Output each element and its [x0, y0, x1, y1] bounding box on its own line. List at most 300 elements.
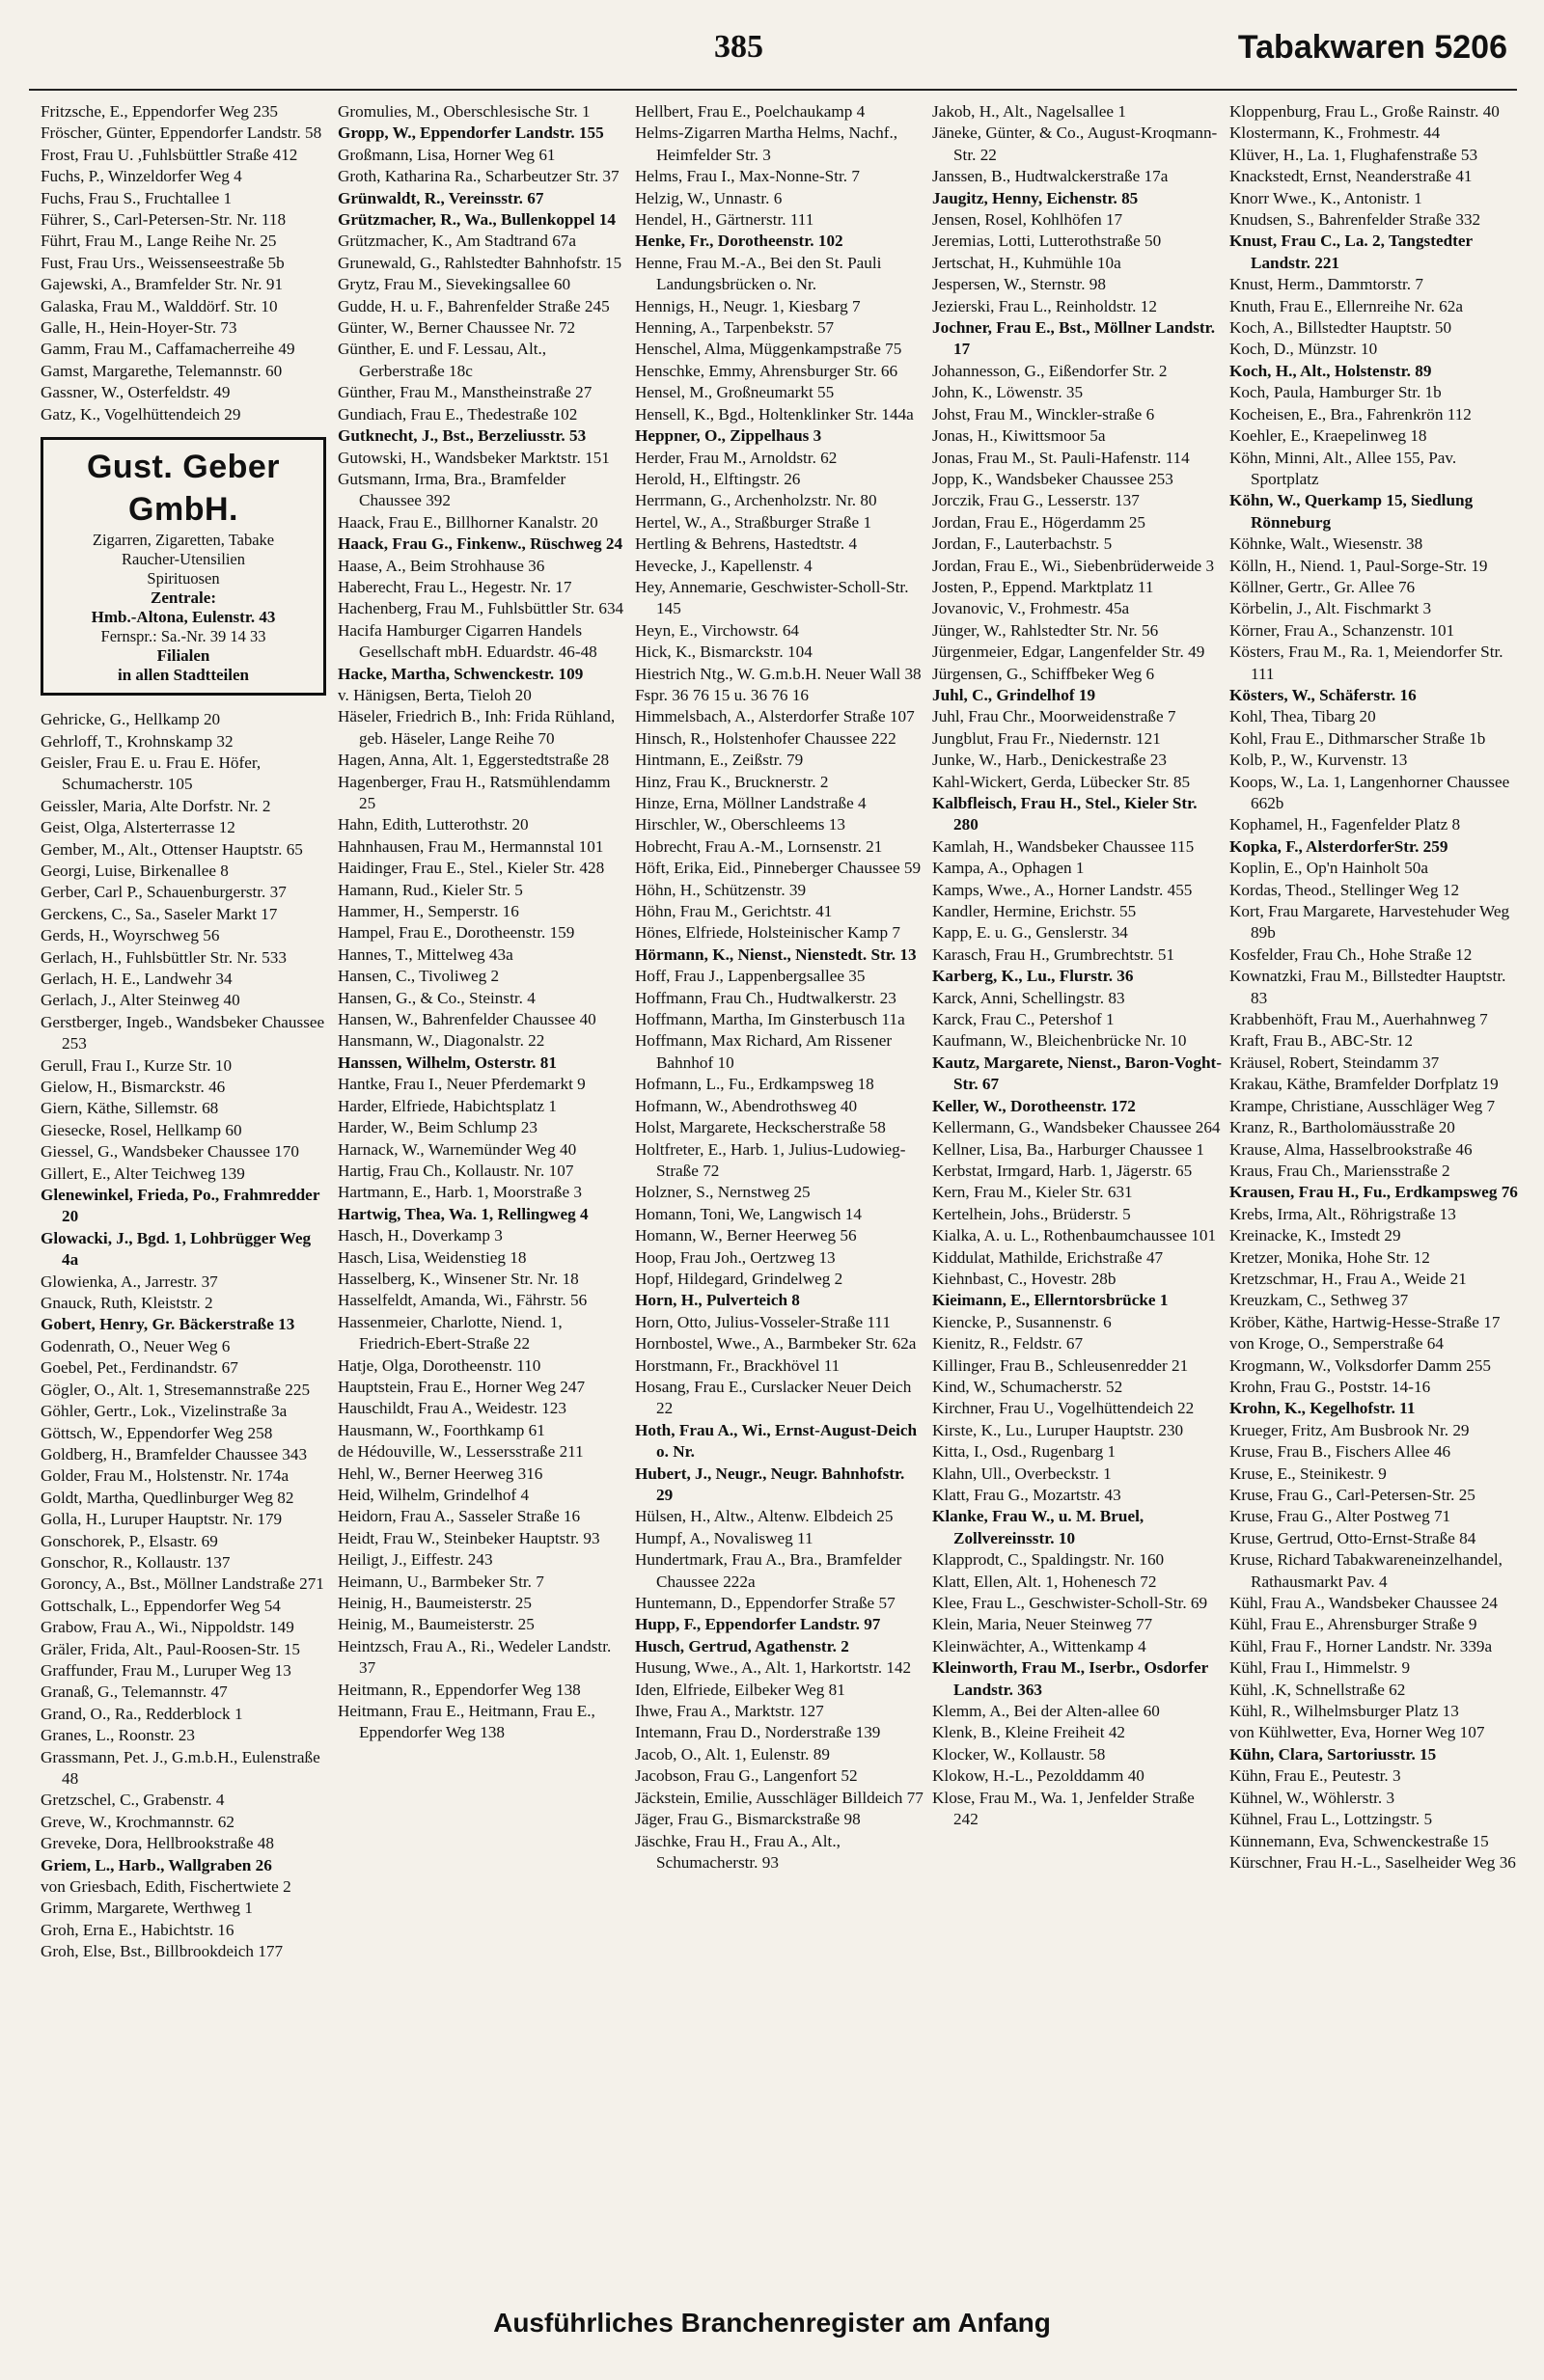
directory-entry: Führer, S., Carl-Petersen-Str. Nr. 118	[41, 210, 287, 230]
directory-entry: Fritzsche, E., Eppendorfer Weg 235	[41, 102, 279, 121]
directory-entry: Juhl, Frau Chr., Moorweidenstraße 7	[932, 707, 1176, 726]
directory-entry: von Kühlwetter, Eva, Horner Weg 107	[1229, 1723, 1485, 1742]
directory-entry: Humpf, A., Novalisweg 11	[635, 1528, 813, 1547]
directory-entry: Fuchs, P., Winzeldorfer Weg 4	[41, 167, 242, 186]
directory-entry: Harder, W., Beim Schlump 23	[338, 1118, 538, 1137]
directory-entry: Kiehnbast, C., Hovestr. 28b	[932, 1269, 1117, 1288]
directory-entry: Grabow, Frau A., Wi., Nippoldstr. 149	[41, 1618, 294, 1637]
directory-entry: Klüver, H., La. 1, Flughafenstraße 53	[1229, 145, 1478, 164]
directory-entry: Künnemann, Eva, Schwenckestraße 15	[1229, 1831, 1489, 1850]
directory-entry: Kellner, Lisa, Ba., Harburger Chaussee 1	[932, 1139, 1205, 1159]
directory-entry: Körner, Frau A., Schanzenstr. 101	[1229, 620, 1455, 640]
directory-entry: Jeremias, Lotti, Lutterothstraße 50	[932, 232, 1162, 251]
directory-entry: Intemann, Frau D., Norderstraße 139	[635, 1723, 881, 1742]
directory-entry: Heiligt, J., Eiffestr. 243	[338, 1550, 493, 1570]
directory-entry: Hachenberg, Frau M., Fuhlsbüttler Str. 634	[338, 599, 624, 618]
directory-entry: Jordan, F., Lauterbachstr. 5	[932, 534, 1113, 554]
directory-entry: Killinger, Frau B., Schleusenredder 21	[932, 1355, 1189, 1375]
directory-entry: Kreinacke, K., Imstedt 29	[1229, 1226, 1401, 1245]
directory-entry: Gerstberger, Ingeb., Wandsbeker Chaussee 253	[41, 1012, 325, 1053]
directory-entry: Haase, A., Beim Strohhause 36	[338, 556, 545, 575]
directory-entry: Grützmacher, R., Wa., Bullenkoppel 14	[338, 210, 616, 230]
directory-entry: Kölln, H., Niend. 1, Paul-Sorge-Str. 19	[1229, 556, 1488, 575]
directory-entry: Gehrloff, T., Krohnskamp 32	[41, 731, 234, 751]
directory-entry: von Griesbach, Edith, Fischertwiete 2	[41, 1877, 291, 1897]
directory-entry: Jordan, Frau E., Wi., Siebenbrüderweide 3	[932, 556, 1215, 575]
page-number: 385	[714, 29, 763, 65]
directory-entry: Gnauck, Ruth, Kleiststr. 2	[41, 1294, 213, 1313]
directory-entry: Johannesson, G., Eißendorfer Str. 2	[932, 361, 1168, 380]
directory-entry: Kerbstat, Irmgard, Harb. 1, Jägerstr. 65	[932, 1161, 1193, 1180]
directory-entry: Jordan, Frau E., Högerdamm 25	[932, 512, 1146, 532]
directory-entry: Gretzschel, C., Grabenstr. 4	[41, 1791, 225, 1810]
directory-entry: Jorczik, Frau G., Lesserstr. 137	[932, 491, 1140, 510]
directory-entry: Hofmann, W., Abendrothsweg 40	[635, 1096, 858, 1115]
directory-entry: Hasselberg, K., Winsener Str. Nr. 18	[338, 1269, 579, 1288]
directory-entry: Knorr Wwe., K., Antonistr. 1	[1229, 188, 1422, 207]
directory-entry: Hellbert, Frau E., Poelchaukamp 4	[635, 102, 866, 121]
directory-entry: Henne, Frau M.-A., Bei den St. Pauli Landungsbrücken o. Nr.	[635, 253, 882, 294]
directory-entry: Greve, W., Krochmannstr. 62	[41, 1812, 234, 1831]
directory-entry: Haack, Frau G., Finkenw., Rüschweg 24	[338, 534, 623, 554]
directory-entry: Gerckens, C., Sa., Saseler Markt 17	[41, 904, 278, 923]
directory-entry: Giern, Käthe, Sillemstr. 68	[41, 1099, 219, 1118]
directory-entry: Knudsen, S., Bahrenfelder Straße 332	[1229, 210, 1481, 230]
ad-product-line: Spirituosen	[147, 569, 220, 588]
directory-entry: Gudde, H. u. F., Bahrenfelder Straße 245	[338, 296, 610, 315]
directory-entry: Geisler, Frau E. u. Frau E. Höfer, Schumacherstr. 105	[41, 752, 262, 794]
directory-entry: Holst, Margarete, Heckscherstraße 58	[635, 1118, 886, 1137]
directory-entry: Knackstedt, Ernst, Neanderstraße 41	[1229, 167, 1473, 186]
directory-entry: Hartmann, E., Harb. 1, Moorstraße 3	[338, 1183, 582, 1202]
directory-entry: Karck, Anni, Schellingstr. 83	[932, 988, 1125, 1007]
directory-entry: Kruse, Frau B., Fischers Allee 46	[1229, 1442, 1451, 1462]
column-4	[932, 101, 1222, 2284]
directory-entry: Hacifa Hamburger Cigarren Handels Gesellschaft mbH. Eduardstr. 46-48	[338, 620, 597, 662]
directory-entry: Glenewinkel, Frieda, Po., Frahmredder 20	[41, 1186, 320, 1226]
directory-entry: Hupp, F., Eppendorfer Landstr. 97	[635, 1615, 881, 1634]
directory-entry: Großmann, Lisa, Horner Weg 61	[338, 145, 556, 164]
ad-phone: Fernspr.: Sa.-Nr. 39 14 33	[100, 627, 266, 646]
directory-entry: Kern, Frau M., Kieler Str. 631	[932, 1183, 1133, 1202]
directory-entry: Kort, Frau Margarete, Harvestehuder Weg 89b	[1229, 902, 1510, 943]
directory-entry: Johst, Frau M., Winckler-straße 6	[932, 404, 1155, 424]
directory-entry: Hassenmeier, Charlotte, Niend. 1, Friedrich-Ebert-Straße 22	[338, 1312, 563, 1354]
directory-entry: Kownatzki, Frau M., Billstedter Hauptstr. 83	[1229, 967, 1506, 1007]
directory-entry: Jespersen, W., Sternstr. 98	[932, 275, 1106, 294]
directory-entry: Knust, Herm., Dammtorstr. 7	[1229, 275, 1423, 294]
directory-entry: Kalbfleisch, Frau H., Stel., Kieler Str. 280	[932, 794, 1198, 834]
directory-entry: Grünwaldt, R., Vereinsstr. 67	[338, 188, 544, 207]
directory-entry: Haack, Frau E., Billhorner Kanalstr. 20	[338, 512, 598, 532]
directory-entry: Krohn, K., Kegelhofstr. 11	[1229, 1399, 1416, 1418]
directory-entry: Harder, Elfriede, Habichtsplatz 1	[338, 1096, 557, 1115]
directory-entry: Hülsen, H., Altw., Altenw. Elbdeich 25	[635, 1507, 894, 1526]
directory-entry: Krogmann, W., Volksdorfer Damm 255	[1229, 1355, 1492, 1375]
directory-entry: Hertel, W., A., Straßburger Straße 1	[635, 512, 872, 532]
directory-entry: Karberg, K., Lu., Flurstr. 36	[932, 967, 1134, 986]
directory-entry: Goldberg, H., Bramfelder Chaussee 343	[41, 1444, 308, 1464]
directory-entry: Hevecke, J., Kapellenstr. 4	[635, 556, 813, 575]
directory-entry: Jaugitz, Henny, Eichenstr. 85	[932, 188, 1139, 207]
directory-entry: Hensell, K., Bgd., Holtenklinker Str. 144a	[635, 404, 914, 424]
directory-entry: Jonas, Frau M., St. Pauli-Hafenstr. 114	[932, 448, 1190, 467]
directory-entry: Kühl, Frau A., Wandsbeker Chaussee 24	[1229, 1594, 1499, 1613]
directory-entry: Kruse, Frau G., Alter Postweg 71	[1229, 1507, 1451, 1526]
directory-entry: Horstmann, Fr., Brackhövel 11	[635, 1355, 841, 1375]
ad-company-name: Gust. Geber GmbH.	[86, 449, 281, 529]
directory-entry: Galaska, Frau M., Walddörf. Str. 10	[41, 296, 278, 315]
page-header	[29, 21, 1517, 91]
directory-entry: Jochner, Frau E., Bst., Möllner Landstr. 17	[932, 318, 1216, 359]
directory-entry: Hannes, T., Mittelweg 43a	[338, 944, 513, 964]
directory-entry: Kautz, Margarete, Nienst., Baron-Voght-Str. 67	[932, 1053, 1222, 1094]
directory-entry: Heidorn, Frau A., Sasseler Straße 16	[338, 1507, 581, 1526]
directory-entry: Herder, Frau M., Arnoldstr. 62	[635, 448, 838, 467]
directory-entry: Henke, Fr., Dorotheenstr. 102	[635, 232, 843, 251]
directory-entry: Horn, Otto, Julius-Vosseler-Straße 111	[635, 1312, 891, 1331]
directory-entry: Kröber, Käthe, Hartwig-Hesse-Straße 17	[1229, 1312, 1501, 1331]
directory-entry: Kopka, F., AlsterdorferStr. 259	[1229, 836, 1448, 856]
directory-entry: Häseler, Friedrich B., Inh: Frida Rühland, geb. Häseler, Lange Reihe 70	[338, 707, 616, 748]
directory-entry: Klatt, Frau G., Mozartstr. 43	[932, 1486, 1121, 1504]
directory-entry: Hantke, Frau I., Neuer Pferdemarkt 9	[338, 1075, 586, 1094]
directory-entry: Koch, Paula, Hamburger Str. 1b	[1229, 383, 1442, 402]
directory-entry: Hahnhausen, Frau M., Hermannstal 101	[338, 836, 604, 856]
directory-entry: Hehl, W., Berner Heerweg 316	[338, 1464, 543, 1483]
directory-entry: Hahn, Edith, Lutterothstr. 20	[338, 815, 529, 834]
directory-entry: Gillert, E., Alter Teichweg 139	[41, 1163, 245, 1183]
directory-entry: Kösters, W., Schäferstr. 16	[1229, 685, 1417, 704]
directory-entry: Hey, Annemarie, Geschwister-Scholl-Str. 145	[635, 577, 909, 618]
directory-entry: Koops, W., La. 1, Langenhorner Chaussee 662b	[1229, 772, 1510, 812]
directory-entry: Jertschat, H., Kuhmühle 10a	[932, 253, 1121, 272]
directory-entry: Hacke, Martha, Schwenckestr. 109	[338, 664, 584, 683]
directory-entry: Göttsch, W., Eppendorfer Weg 258	[41, 1423, 273, 1442]
directory-entry: Kaufmann, W., Bleichenbrücke Nr. 10	[932, 1031, 1187, 1051]
directory-entry: Husung, Wwe., A., Alt. 1, Harkortstr. 142	[635, 1658, 912, 1678]
directory-entry: Kösters, Frau M., Ra. 1, Meiendorfer Str. 111	[1229, 643, 1503, 683]
directory-entry: Köhn, W., Querkamp 15, Siedlung Rönneburg	[1229, 491, 1474, 532]
directory-entry: Griem, L., Harb., Wallgraben 26	[41, 1855, 272, 1874]
directory-entry: Kloppenburg, Frau L., Große Rainstr. 40	[1229, 102, 1500, 121]
directory-entry: Golder, Frau M., Holstenstr. Nr. 174a	[41, 1466, 290, 1486]
directory-entry: Fuchs, Frau S., Fruchtallee 1	[41, 188, 233, 207]
directory-entry: Janssen, B., Hudtwalckerstraße 17a	[932, 167, 1169, 186]
directory-entry: Koplin, E., Op'n Hainholt 50a	[1229, 859, 1428, 878]
directory-entry: Gropp, W., Eppendorfer Landstr. 155	[338, 123, 604, 143]
directory-entry: Kosfelder, Frau Ch., Hohe Straße 12	[1229, 944, 1473, 964]
directory-entry: Klahn, Ull., Overbeckstr. 1	[932, 1464, 1112, 1483]
directory-entry: Haidinger, Frau E., Stel., Kieler Str. 428	[338, 859, 605, 878]
directory-entry: Greveke, Dora, Hellbrookstraße 48	[41, 1834, 274, 1853]
directory-entry: Günther, E. und F. Lessau, Alt., Gerberstraße 18c	[338, 340, 547, 380]
directory-entry: Gundiach, Frau E., Thedestraße 102	[338, 404, 578, 424]
directory-entry: Hörmann, K., Nienst., Nienstedt. Str. 13	[635, 944, 917, 964]
directory-entry: Gerlach, H. E., Landwehr 34	[41, 969, 233, 988]
directory-entry: Jensen, Rosel, Kohlhöfen 17	[932, 210, 1123, 230]
directory-entry: Hirschler, W., Oberschleems 13	[635, 815, 845, 834]
directory-entry: Husch, Gertrud, Agathenstr. 2	[635, 1636, 849, 1655]
directory-entry: Hick, K., Bismarckstr. 104	[635, 643, 813, 662]
directory-entry: Junke, W., Harb., Denickestraße 23	[932, 751, 1167, 770]
directory-entry: Gatz, K., Vogelhüttendeich 29	[41, 404, 241, 424]
directory-entry: Henschke, Emmy, Ahrensburger Str. 66	[635, 361, 898, 380]
directory-entry: Göhler, Gertr., Lok., Vizelinstraße 3a	[41, 1402, 288, 1421]
directory-entry: Hagen, Anna, Alt. 1, Eggerstedtstraße 28	[338, 751, 610, 770]
directory-entry: Grützmacher, K., Am Stadtrand 67a	[338, 232, 577, 251]
directory-entry: Köhn, Minni, Alt., Allee 155, Pav. Sportplatz	[1229, 448, 1457, 488]
directory-entry: Haberecht, Frau L., Hegestr. Nr. 17	[338, 577, 572, 596]
directory-entry: Koch, H., Alt., Holstenstr. 89	[1229, 361, 1432, 380]
directory-entry: Gorоncy, A., Bst., Möllner Landstraße 271	[41, 1574, 324, 1594]
ad-product-line: Zigarren, Zigaretten, Tabake	[92, 531, 275, 550]
directory-entry: Jakob, H., Alt., Nagelsallee 1	[932, 102, 1126, 121]
directory-entry: Jäneke, Günter, & Co., August-Kroqmann-Str. 22	[932, 123, 1218, 164]
directory-entry: Klapprodt, C., Spaldingstr. Nr. 160	[932, 1550, 1165, 1570]
directory-entry: Helms-Zigarren Martha Helms, Nachf., Heimfelder Str. 3	[635, 123, 898, 164]
directory-entry: Glowienka, A., Jarrestr. 37	[41, 1272, 218, 1291]
directory-entry: Kräusel, Robert, Steindamm 37	[1229, 1053, 1440, 1072]
directory-entry: Jäger, Frau G., Bismarckstraße 98	[635, 1810, 861, 1829]
directory-entry: Goldt, Martha, Quedlinburger Weg 82	[41, 1488, 294, 1507]
directory-entry: Hampel, Frau E., Dorotheenstr. 159	[338, 923, 575, 943]
directory-entry: Kohl, Thea, Tibarg 20	[1229, 707, 1376, 726]
directory-entry: Kialka, A. u. L., Rothenbaumchaussee 101	[932, 1226, 1217, 1245]
directory-entry: Geissler, Maria, Alte Dorfstr. Nr. 2	[41, 796, 271, 815]
directory-entry: Heinig, H., Baumeisterstr. 25	[338, 1594, 532, 1613]
footer-note: Ausführliches Branchenregister am Anfang	[493, 2308, 1051, 2338]
directory-entry: Koch, A., Billstedter Hauptstr. 50	[1229, 318, 1452, 338]
directory-entry: Gember, M., Alt., Ottenser Hauptstr. 65	[41, 839, 303, 859]
directory-entry: Hausmann, W., Foorthkamp 61	[338, 1420, 545, 1439]
directory-entry: Klose, Frau M., Wa. 1, Jenfelder Straße 242	[932, 1788, 1195, 1829]
ad-product-line: Raucher-Utensilien	[122, 550, 245, 569]
directory-entry: Jovanovic, V., Frohmestr. 45a	[932, 599, 1130, 618]
directory-entry: Günther, Frau M., Manstheinstraße 27	[338, 383, 593, 402]
directory-entry: Karck, Frau C., Petershof 1	[932, 1010, 1115, 1029]
directory-entry: Hiestrich Ntg., W. G.m.b.H. Neuer Wall 38	[635, 664, 922, 683]
directory-entry: Hoffmann, Frau Ch., Hudtwalkerstr. 23	[635, 988, 896, 1007]
directory-entry: Hartig, Frau Ch., Kollaustr. Nr. 107	[338, 1161, 574, 1180]
directory-entry: Körbelin, J., Alt. Fischmarkt 3	[1229, 599, 1432, 618]
directory-entry: Grunewald, G., Rahlstedter Bahnhofstr. 15	[338, 253, 622, 272]
column-3	[635, 101, 924, 2284]
directory-entry: Gutowski, H., Wandsbeker Marktstr. 151	[338, 448, 610, 467]
directory-entry: Grassmann, Pet. J., G.m.b.H., Eulenstraße 48	[41, 1747, 320, 1788]
directory-entry: Gassner, W., Osterfeldstr. 49	[41, 383, 231, 402]
directory-entry: Kürschner, Frau H.-L., Saselheider Weg 36	[1229, 1852, 1516, 1872]
directory-entry: Kordas, Theod., Stellinger Weg 12	[1229, 880, 1460, 899]
directory-entry: Kandler, Hermine, Erichstr. 55	[932, 902, 1137, 921]
directory-entry: Gonschorek, P., Elsastr. 69	[41, 1531, 218, 1550]
directory-entry: Jacob, O., Alt. 1, Eulenstr. 89	[635, 1744, 830, 1764]
directory-entry: Iden, Elfriede, Eilbeker Weg 81	[635, 1680, 845, 1699]
directory-entry: Günter, W., Berner Chaussee Nr. 72	[338, 318, 576, 338]
directory-entry: Hintmann, E., Zeißstr. 79	[635, 751, 804, 770]
directory-entry: Hanssen, Wilhelm, Osterstr. 81	[338, 1053, 557, 1072]
directory-entry: Geist, Olga, Alsterterrasse 12	[41, 818, 235, 837]
directory-entry: Josten, P., Eppend. Marktplatz 11	[932, 577, 1154, 596]
column-2	[338, 101, 627, 2284]
directory-entry: Kühl, Frau I., Himmelstr. 9	[1229, 1658, 1411, 1678]
directory-entry: Klemm, A., Bei der Alten-allee 60	[932, 1702, 1160, 1721]
directory-entry: Godenrath, O., Neuer Weg 6	[41, 1336, 231, 1355]
directory-entry: Kohl, Frau E., Dithmarscher Straße 1b	[1229, 728, 1486, 748]
directory-entry: Keller, W., Dorotheenstr. 172	[932, 1096, 1136, 1115]
directory-entry: Giesecke, Rosel, Hellkamp 60	[41, 1120, 242, 1139]
directory-entry: Koch, D., Münzstr. 10	[1229, 340, 1378, 359]
directory-entry: Kraus, Frau Ch., Mariensstraße 2	[1229, 1161, 1450, 1180]
directory-entry: Hoth, Frau A., Wi., Ernst-August-Deich o. Nr.	[635, 1420, 918, 1462]
directory-entry: Krakau, Käthe, Bramfelder Dorfplatz 19	[1229, 1075, 1499, 1094]
directory-entry: Gerds, H., Woyrschweg 56	[41, 926, 220, 945]
directory-entry: Groth, Katharina Ra., Scharbeutzer Str. 37	[338, 167, 620, 186]
directory-entry: Hasselfeldt, Amanda, Wi., Fährstr. 56	[338, 1291, 588, 1310]
directory-entry: Hansen, G., & Co., Steinstr. 4	[338, 988, 536, 1007]
directory-entry: Kiencke, P., Susannenstr. 6	[932, 1312, 1112, 1331]
directory-entry: Jonas, H., Kiwittsmoor 5a	[932, 426, 1106, 446]
directory-entry: Granaß, G., Telemannstr. 47	[41, 1682, 228, 1702]
directory-entry: Krampe, Christiane, Ausschläger Weg 7	[1229, 1096, 1496, 1115]
directory-entry: Herold, H., Elftingstr. 26	[635, 469, 801, 488]
directory-entry: Heintzsch, Frau A., Ri., Wedeler Landstr. 37	[338, 1636, 612, 1678]
directory-entry: Hosang, Frau E., Curslacker Neuer Deich 22	[635, 1377, 912, 1418]
directory-entry: Glowacki, J., Bgd. 1, Lohbrügger Weg 4a	[41, 1228, 312, 1270]
directory-entry: Grimm, Margarete, Werthweg 1	[41, 1899, 253, 1918]
directory-entry: Heyn, E., Virchowstr. 64	[635, 620, 800, 640]
directory-entry: Homann, W., Berner Heerweg 56	[635, 1226, 857, 1245]
directory-entry: Hendel, H., Gärtnerstr. 111	[635, 210, 814, 230]
ad-zentrale-label: Zentrale:	[151, 588, 216, 608]
directory-entry: Köhnke, Walt., Wiesenstr. 38	[1229, 534, 1423, 554]
directory-entry: Hauschildt, Frau A., Weidestr. 123	[338, 1399, 566, 1418]
directory-entry: Frost, Frau U. ,Fuhlsbüttler Straße 412	[41, 145, 298, 164]
directory-entry: Hinze, Erna, Möllner Landstraße 4	[635, 794, 867, 812]
directory-entry: Granes, L., Roonstr. 23	[41, 1726, 195, 1745]
directory-entry: Höft, Erika, Eid., Pinneberger Chaussee 59	[635, 859, 922, 878]
directory-entry: Kellermann, G., Wandsbeker Chaussee 264	[932, 1118, 1221, 1137]
directory-entry: Jäckstein, Emilie, Ausschläger Billdeich 77	[635, 1788, 924, 1807]
directory-entry: Gögler, O., Alt. 1, Stresemannstraße 225	[41, 1380, 311, 1399]
directory-entry: Klein, Maria, Neuer Steinweg 77	[932, 1615, 1153, 1634]
directory-entry: Kruse, E., Steinikestr. 9	[1229, 1464, 1387, 1483]
directory-entry: Fspr. 36 76 15 u. 36 76 16	[635, 685, 810, 704]
directory-entry: Kühl, Frau F., Horner Landstr. Nr. 339a	[1229, 1636, 1493, 1655]
directory-entry: Klostermann, K., Frohmestr. 44	[1229, 123, 1441, 143]
directory-entry: Gerull, Frau I., Kurze Str. 10	[41, 1055, 233, 1075]
directory-entry: Kühnel, W., Wöhlerstr. 3	[1229, 1788, 1395, 1807]
directory-entry: Krebs, Irma, Alt., Röhrigstraße 13	[1229, 1204, 1456, 1223]
directory-entry: Kolb, P., W., Kurvenstr. 13	[1229, 751, 1408, 770]
directory-entry: v. Hänigsen, Berta, Tieloh 20	[338, 685, 532, 704]
directory-entry: Klatt, Ellen, Alt. 1, Hohenesch 72	[932, 1572, 1157, 1591]
directory-entry: Kitta, I., Osd., Rugenbarg 1	[932, 1442, 1117, 1462]
directory-entry: Helms, Frau I., Max-Nonne-Str. 7	[635, 167, 860, 186]
directory-entry: Kienitz, R., Feldstr. 67	[932, 1334, 1084, 1354]
directory-entry: Hoop, Frau Joh., Oertzweg 13	[635, 1247, 836, 1267]
directory-entry: Heidt, Frau W., Steinbeker Hauptstr. 93	[338, 1528, 600, 1547]
directory-entry: Helzig, W., Unnastr. 6	[635, 188, 783, 207]
directory-entry: Kühl, Frau E., Ahrensburger Straße 9	[1229, 1615, 1477, 1634]
directory-entry: Kraft, Frau B., ABC-Str. 12	[1229, 1031, 1414, 1051]
directory-entry: Führt, Frau M., Lange Reihe Nr. 25	[41, 232, 277, 251]
directory-entry: Gutknecht, J., Bst., Berzeliusstr. 53	[338, 426, 587, 446]
directory-entry: Hundertmark, Frau A., Bra., Bramfelder Chaussee 222a	[635, 1550, 902, 1591]
directory-entry: Gamst, Margarethe, Telemannstr. 60	[41, 361, 283, 380]
directory-entry: Hubert, J., Neugr., Neugr. Bahnhofstr. 29	[635, 1464, 905, 1504]
directory-entry: Jacobson, Frau G., Langenfort 52	[635, 1766, 858, 1786]
advertisement-box	[41, 437, 326, 696]
directory-entry: Hofmann, L., Fu., Erdkampsweg 18	[635, 1075, 874, 1094]
directory-entry: Krause, Alma, Hasselbrookstraße 46	[1229, 1139, 1473, 1159]
directory-entry: Kruse, Richard Tabakwareneinzelhandel, Rathausmarkt Pav. 4	[1229, 1550, 1503, 1591]
directory-entry: Gehricke, G., Hellkamp 20	[41, 710, 221, 729]
directory-entry: Klanke, Frau W., u. M. Bruel, Zollvereinsstr. 10	[932, 1507, 1144, 1547]
directory-entry: Heimann, U., Barmbeker Str. 7	[338, 1572, 544, 1591]
directory-entry: Krausen, Frau H., Fu., Erdkampsweg 76	[1229, 1183, 1518, 1202]
directory-entry: Hornbostel, Wwe., A., Barmbeker Str. 62a	[635, 1334, 917, 1354]
directory-entry: Hansen, W., Bahrenfelder Chaussee 40	[338, 1010, 596, 1029]
directory-entry: Jünger, W., Rahlstedter Str. Nr. 56	[932, 620, 1159, 640]
directory-entry: Harnack, W., Warnemünder Weg 40	[338, 1139, 577, 1159]
directory-entry: Hansmann, W., Diagonalstr. 22	[338, 1031, 545, 1051]
directory-entry: Kühl, .K, Schnellstraße 62	[1229, 1680, 1406, 1699]
directory-entry: Jäschke, Frau H., Frau A., Alt., Schumacherstr. 93	[635, 1831, 841, 1872]
directory-entry: Kühn, Frau E., Peutestr. 3	[1229, 1766, 1401, 1786]
directory-entry: Hauptstein, Frau E., Horner Weg 247	[338, 1377, 586, 1396]
directory-entry: Klokow, H.-L., Pezolddamm 40	[932, 1766, 1144, 1786]
directory-entry: Groh, Erna E., Habichtstr. 16	[41, 1920, 234, 1939]
directory-entry: Hatje, Olga, Dorotheenstr. 110	[338, 1355, 541, 1375]
directory-entry: Gamm, Frau M., Caffamacherreihe 49	[41, 340, 295, 359]
directory-entry: Huntemann, D., Eppendorfer Straße 57	[635, 1594, 896, 1613]
directory-entry: Ihwe, Frau A., Marktstr. 127	[635, 1702, 824, 1721]
directory-entry: Kruse, Frau G., Carl-Petersen-Str. 25	[1229, 1486, 1475, 1504]
directory-entry: Gromulies, M., Oberschlesische Str. 1	[338, 102, 591, 121]
directory-entry: Klocker, W., Kollaustr. 58	[932, 1744, 1106, 1764]
directory-entry: Kühn, Clara, Sartoriusstr. 15	[1229, 1744, 1437, 1764]
directory-entry: Gottschalk, L., Eppendorfer Weg 54	[41, 1596, 281, 1615]
directory-entry: John, K., Löwenstr. 35	[932, 383, 1084, 402]
directory-entry: Koehler, E., Kraepelinweg 18	[1229, 426, 1427, 446]
directory-entry: Kertelhein, Johs., Brüderstr. 5	[932, 1204, 1131, 1223]
directory-entry: Heitmann, R., Eppendorfer Weg 138	[338, 1680, 581, 1699]
directory-entry: Kophamel, H., Fagenfelder Platz 8	[1229, 815, 1461, 834]
directory-entry: Kieimann, E., Ellerntorsbrücke 1	[932, 1291, 1169, 1310]
directory-entry: Goebel, Pet., Ferdinandstr. 67	[41, 1358, 238, 1378]
directory-entry: Graffunder, Frau M., Luruper Weg 13	[41, 1660, 291, 1680]
directory-entry: Fröscher, Günter, Eppendorfer Landstr. 58	[41, 123, 322, 143]
directory-entry: Kühl, R., Wilhelmsburger Platz 13	[1229, 1702, 1459, 1721]
directory-entry: Groh, Else, Bst., Billbrookdeich 177	[41, 1942, 284, 1961]
directory-entry: Kirste, K., Lu., Luruper Hauptstr. 230	[932, 1420, 1184, 1439]
directory-entry: Kiddulat, Mathilde, Erichstraße 47	[932, 1247, 1164, 1267]
directory-entry: Knuth, Frau E., Ellernreihe Nr. 62a	[1229, 296, 1463, 315]
directory-entry: Gonschor, R., Kollaustr. 137	[41, 1552, 231, 1572]
columns	[41, 101, 1519, 2284]
directory-entry: Kühnel, Frau L., Lottzingstr. 5	[1229, 1810, 1433, 1829]
directory-entry: Horn, H., Pulverteich 8	[635, 1291, 800, 1310]
directory-entry: Jürgenmeier, Edgar, Langenfelder Str. 49	[932, 643, 1205, 662]
directory-entry: Heppner, O., Zippelhaus 3	[635, 426, 822, 446]
directory-entry: Kocheisen, E., Bra., Fahrenkrön 112	[1229, 404, 1472, 424]
directory-entry: Hasch, H., Doverkamp 3	[338, 1226, 503, 1245]
directory-entry: Krabbenhöft, Frau M., Auerhahnweg 7	[1229, 1010, 1488, 1029]
directory-entry: Georgi, Luise, Birkenallee 8	[41, 861, 229, 880]
directory-entry: Hensel, M., Großneumarkt 55	[635, 383, 835, 402]
directory-entry: Kamps, Wwe., A., Horner Landstr. 455	[932, 880, 1193, 899]
